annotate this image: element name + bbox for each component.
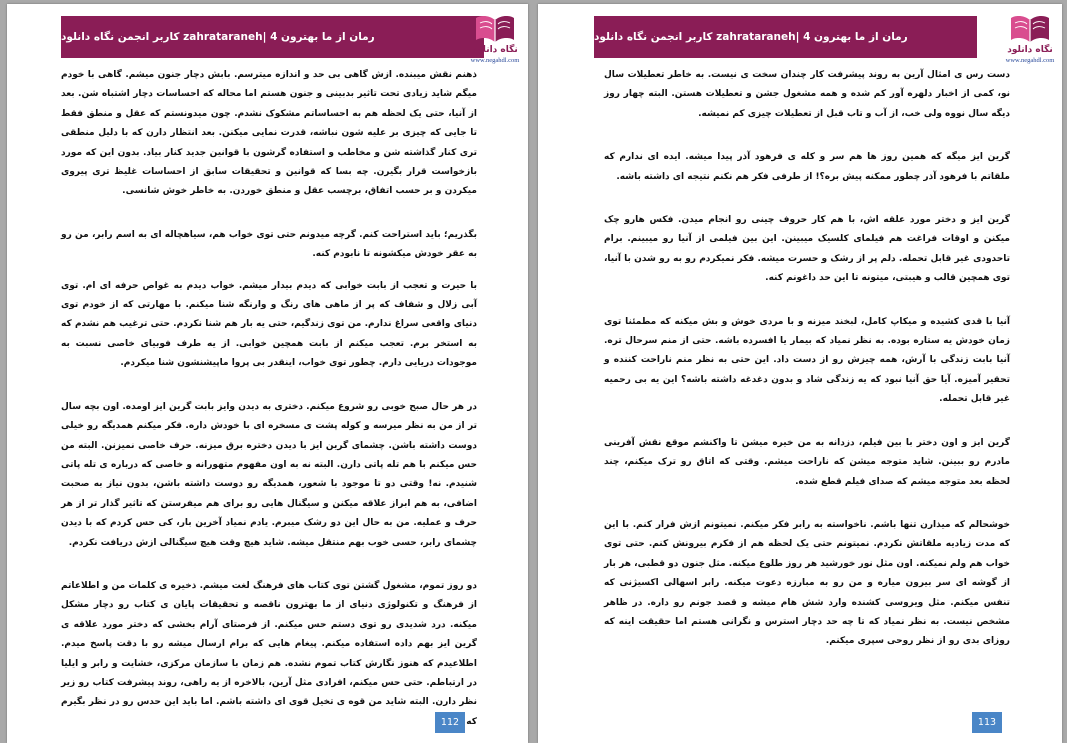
paragraph: آنیا با قدی کشیده و میکاپ کامل، لبخند میزنه و با مردی خوش و بش میکنه که مطمئنا توی زمان خودش یه ستاره بوده. به نظر نمیاد که بیمار یا افسرده باشه. حتی از منم سرحال تره. آنیا بابت زندگی با آرش، همه چیزش رو از دست داد. این حتی به نظر منم ناراحت کننده و تحقیر آمیزه. آیا حق آنیا نبود که یه زندگی شاد و بدون دغدغه داشته باشه؟ این یه بی رحمیه غیر قابل تحمله. [604,316,1010,405]
negahdl-logo [1001,12,1059,64]
page-113 [538,4,1062,743]
page-header-title: رمان از ما بهترون 4 |zahrataraneh کاربر انجمن نگاه دانلود [594,31,908,43]
paragraph: گرین ایز و اون دختر با بین فیلم، دزدانه به من خیره میشن تا واکنشم موقع نقش آفرینی مادرم رو ببینن. شاید متوجه میشن که ناراحت میشم. وقتی که اتاق رو ترک میکنم، چند لحظه بعد متوجه میشم که صدای فیلم قطع شده. [604,437,1010,487]
page-number: 113 [972,712,1002,733]
paragraph: دو روز تموم، مشغول گشتن توی کتاب های فرهنگ لغت میشم. ذخیره ی کلمات من و اطلاعاتم از فرهنگ و تکنولوژی دنیای از ما بهترون ناقصه و تحقیقات پایان ی کتاب رو دچار مشکل میکنه. درد شدیدی رو توی دستم حس میکنم. از فرصتای آرام بخشی که دختر مورد علاقه ی گرین ایز بهم داده استفاده میکنم. پیغام هایی که برام ارسال میشه رو با دقت پاسخ میدم. اطلاعیدم که هنوز نگارش کتاب تموم نشده. هم زمان با سازمان مرکزی، خشایت و رابر و ایلیا در ارتباطم. حتی حس میکنم، افرادی مثل آرین، بالاخره از یه راهی، روند پیشرفت کتاب رو زیر نظر دارن. البته شاید من قوه ی تخیل قوی ای داشته باشم. اما باید این حدس رو در نظر بگیرم که [61,580,477,727]
paragraph: گرین ایز میگه که همین روز ها هم سر و کله ی فرهود آذر پیدا میشه. ایده ای ندارم که ملقاتم با فرهود آذر چطور ممکنه پیش بره؟! از طرفی فکر هم نکنم نتیجه ای داشته باشه. [604,152,1010,182]
negahdl-logo [466,12,524,64]
paragraph: بگذریم؛ باید استراحت کنم. گرچه میدونم حتی توی خواب هم، سیاهچاله ای به اسم رابر، من رو به عقر خودش میکشونه تا نابودم کنه. [61,229,477,260]
paragraph: در هر حال صبح خوبی رو شروع میکنم. دختری به دیدن وایز بابت گرین ایز اومده. اون بچه سال تر از من به نظر میرسه و کوله پشت ی مسخره ای با خودش داره. فکر میکنم همدیگه رو خیلی دوست داشته باشن. چشمای گرین ایز با دیدن دختره برق میزنه. حرف خاصی نمیزنن. البته من حس میکنم با هم تله پاتی دارن. البته نه به اون مفهوم متهورانه و خاصی که درباره ی تله پاتی شنیدم. نه! وقتی دو تا موجود با شعور، همدیگه رو دوست داشته باشن، بدون نیاز به صحبت اضافی، به هم ابراز علاقه میکنن و سیگنال هایی رو برای هم میفرستن که تاثیر گذار تر از هر حرف و عملیه. من به حال این دو رشک میبرم. یادم نمیاد آخرین بار، کی حس کردم که با دیدن چشمای رابر، حسی خوب بهم منتقل میشه. شاید هیچ وقت هیچ سیگنالی ازش دریافت نکردم. [61,401,477,548]
logo-text: نگاه دانلود [472,45,518,55]
paragraph: ذهنم نقش میبنده. ازش گاهی بی حد و اندازه میترسم. بابش دچار جنون میشم. گاهی با خودم میگم شاید زیادی تحت تاثیر بدبینی و جنون هستم اما محاله که احساسات دچار اشتباه شن. بعد از آنیا، حتی یک لحظه هم به احساساتم مشکوک نشدم. چون میدونستم که عقل و منطق فقط تا جایی که چیزی بر علیه شون نباشه، قدرت نمایی میکنن. بعد انتظار دارن که با دلیل منطقی تری کنار گذاشته شن و مخاطب و استفاده گرشون با قوانین جدید کنار بیاد. بدون این که مورد بازخواست قرار بگیرن. چه بسا که قوانین و تحقیقات سابق از احساسات غلیظ تری پیروی میکردن و بر حسب اتفاق، برچسب عقل و منطق خوردن. به خاطر خوش شانسی. [61,70,477,197]
page-header-title: رمان از ما بهترون 4 |zahrataraneh کاربر انجمن نگاه دانلود [61,31,375,43]
paragraph: با حیرت و تعجب از بابت خوابی که دیدم بیدار میشم. خواب دیدم به غواص حرفه ای ام. توی آبی زلال و شفاف که پر از ماهی های رنگ و وارنگه شنا میکنم. با مهارتی که از خودم توی دنیای واقعی سراغ ندارم. من توی زندگیم، حتی یه بار هم شنا نکردم. حتی ترغیب هم نشدم که به استخر برم. تعجب میکنم از بابت همچین خوابی. از یه طرف فوبیای خاصی نسبت به موجودات دریایی دارم. چطور توی خواب، اینقدر بی پروا ماپیشنشون شنا میکردم. [61,280,477,369]
paragraph: گرین ایز و دختر مورد علقه اش، با هم کار حروف چینی رو انجام میدن. فکس هارو چک میکنن و اوقات فراغت هم فیلمای کلسیک میبینن. این بین فیلمی از آنیا رو میبینم. برام تاحدودی غیر قابل تحمله. دلم پر از رشک و حسرت میشه. فکر نمیکردم رو به رو شدن با آنیا، توی همچین قالب و هیبتی، میتونه تا این حد داغونم کنه. [604,215,1010,284]
page-112 [7,4,528,743]
open-book-logo-icon [1009,12,1051,44]
page-header-band [594,16,977,58]
page-number: 112 [435,712,465,733]
logo-url: www.negahdl.com [470,57,520,64]
paragraph: خوشحالم که میذارن تنها باشم. ناخواسته به رابر فکر میکنم. نمیتونم ازش فرار کنم. با این که مدت زیادیه ملقاتش نکردم. نمیتونم حتی یک لحظه هم از فکرم بیرونش کنم. حتی توی خواب هم ولم نمیکنه. اون مثل نور خورشید هر روز طلوع میکنه. مثل جنون دو قطبی، هر بار از گوشه ای سر بیرون میاره و من رو به مبارزه دعوت میکنه. رابر اسهالی اکسیژنی که تنفس میکنم. مثل ویروسی کشنده وارد شش هام میشه و قصد جونم رو داره. در ظاهر مشخص نیست. به نظر نمیاد که تا چه حد دچار استرس و نگرانی هستم اما حقیقت اینه که روزای بدی رو از نظر روحی سپری میکنم. [604,519,1010,647]
paragraph: دست رس ی امثال آرین به روند پیشرفت کار چندان سخت ی نیست. به خاطر تعطیلات سال نو، کمی از اخبار دلهره آور کم شده و همه مشغول جشن و تعطیلات هستن. البته چهار روز دیگه سال نووه ولی خب، از آب و تاب قبل از تعطیلات چیزی کم نمیشه. [604,70,1010,119]
logo-url: www.negahdl.com [1005,57,1055,64]
page-body-text [61,66,477,743]
page-body-text [604,66,1010,664]
logo-text: نگاه دانلود [1007,45,1053,55]
page-header-band [61,16,484,58]
open-book-logo-icon [474,12,516,44]
